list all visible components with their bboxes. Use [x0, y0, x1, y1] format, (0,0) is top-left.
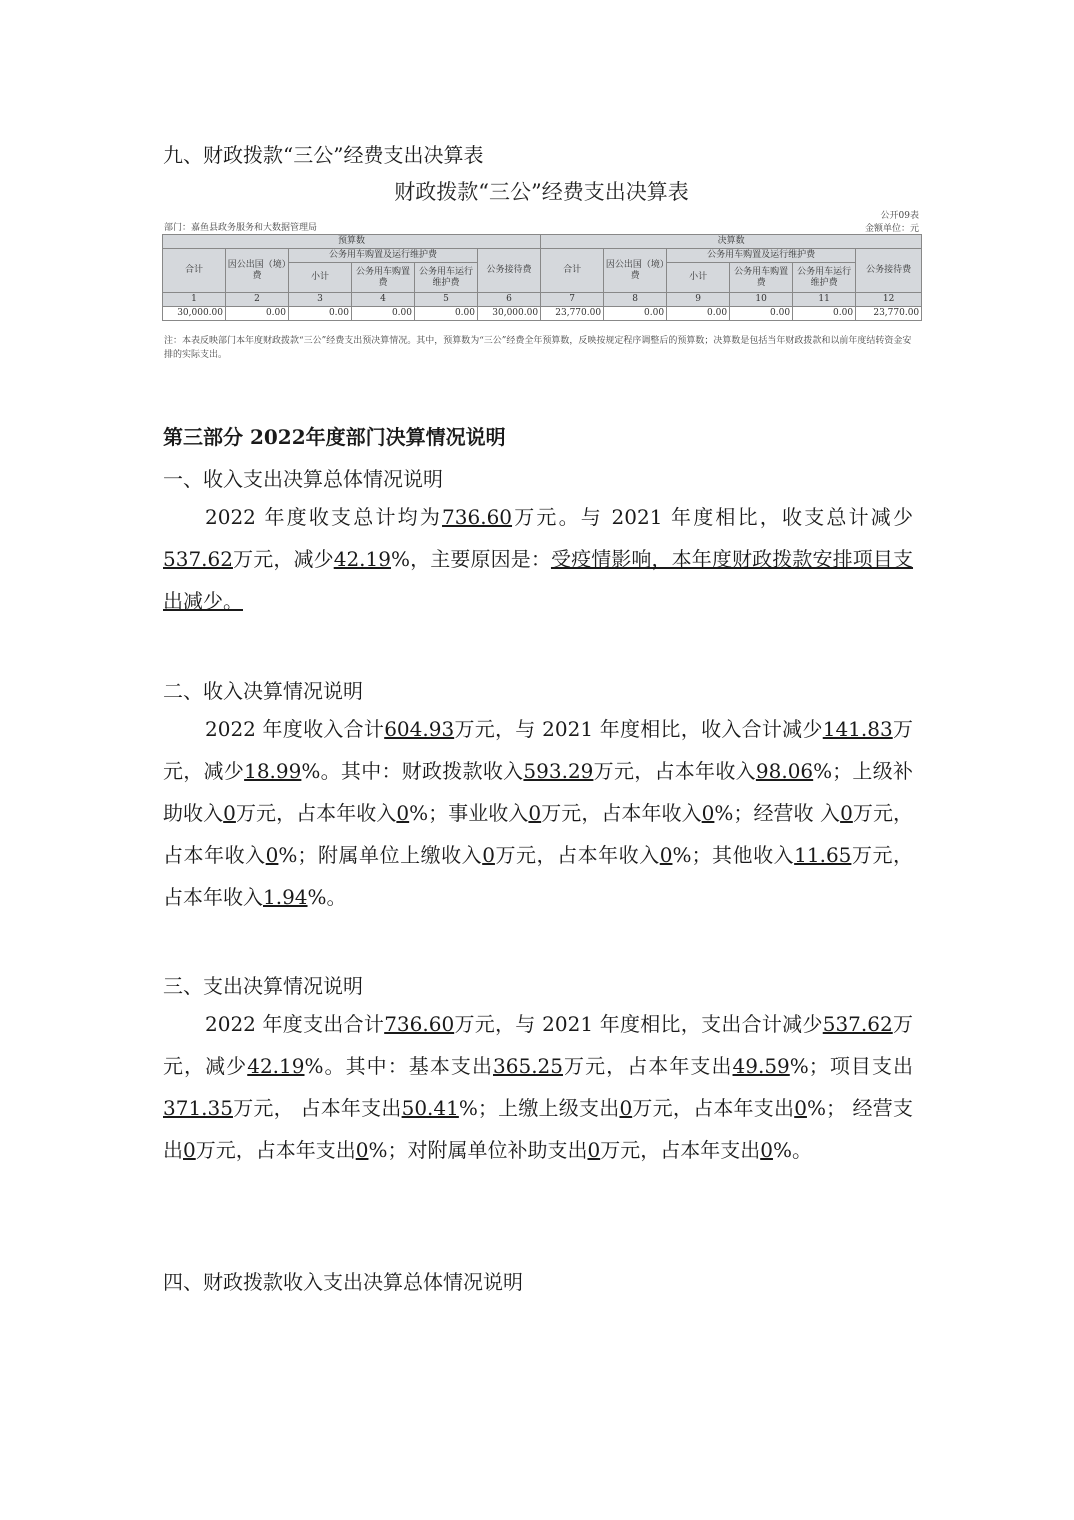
table-department: 部门：嘉鱼县政务服务和大数据管理局	[164, 223, 318, 233]
col-abroad: 因公出国（境）费	[604, 249, 667, 293]
col-vehicle-group: 公务用车购置及运行维护费	[667, 249, 856, 263]
s3-paragraph: 2022 年度支出合计736.60万元，与 2021 年度相比，支出合计减少537.62万元，减少42.19%。其中：基本支出365.25万元，占本年支出49.59%；项目支出371.35万元， 占本年支出50.41%；上缴上级支出0万元，占本年支出0%； 经营支出0万元，占本年支出0%；对附属单位补助支出0万元，占本年支出0%。	[163, 1012, 914, 1162]
index-cell: 1	[163, 293, 226, 307]
section9-heading: 九、财政拨款“三公”经费支出决算表	[163, 143, 484, 167]
col-subtotal: 小计	[289, 263, 352, 293]
index-cell: 2	[226, 293, 289, 307]
s1-paragraph: 2022 年度收支总计均为736.60万元。与 2021 年度相比，收支总计减少537.62万元，减少42.19%，主要原因是：受疫情影响，本年度财政拨款安排项目支出减少。	[163, 505, 914, 613]
col-total: 合计	[163, 249, 226, 293]
index-cell: 7	[541, 293, 604, 307]
value-cell: 0.00	[226, 307, 289, 321]
table-title: 财政拨款“三公”经费支出决算表	[394, 180, 689, 204]
col-vehicle-group: 公务用车购置及运行维护费	[289, 249, 478, 263]
col-total: 合计	[541, 249, 604, 293]
s4-heading: 四、财政拨款收入支出决算总体情况说明	[163, 1270, 523, 1294]
value-row	[163, 307, 922, 321]
s3-heading: 三、支出决算情况说明	[163, 974, 363, 998]
value-cell: 0.00	[667, 307, 730, 321]
index-cell: 11	[793, 293, 856, 307]
col-vehicle-maintain: 公务用车运行维护费	[415, 263, 478, 293]
index-cell: 9	[667, 293, 730, 307]
value-cell: 0.00	[352, 307, 415, 321]
col-vehicle-purchase: 公务用车购置费	[730, 263, 793, 293]
value-cell: 23,770.00	[541, 307, 604, 321]
col-vehicle-purchase: 公务用车购置费	[352, 263, 415, 293]
index-cell: 6	[478, 293, 541, 307]
col-reception: 公务接待费	[856, 249, 922, 293]
col-vehicle-maintain: 公务用车运行维护费	[793, 263, 856, 293]
value-cell: 30,000.00	[478, 307, 541, 321]
value-cell: 0.00	[793, 307, 856, 321]
s1-heading: 一、收入支出决算总体情况说明	[163, 467, 443, 491]
s2-heading: 二、收入决算情况说明	[163, 679, 363, 703]
value-cell: 0.00	[604, 307, 667, 321]
index-cell: 12	[856, 293, 922, 307]
index-cell: 8	[604, 293, 667, 307]
value-cell: 23,770.00	[856, 307, 922, 321]
col-reception: 公务接待费	[478, 249, 541, 293]
value-cell: 0.00	[289, 307, 352, 321]
expense-table	[162, 234, 922, 321]
index-row	[163, 293, 922, 307]
index-cell: 10	[730, 293, 793, 307]
final-header: 决算数	[541, 235, 922, 249]
table-unit: 金额单位：元	[864, 224, 919, 234]
value-cell: 0.00	[730, 307, 793, 321]
index-cell: 4	[352, 293, 415, 307]
index-cell: 5	[415, 293, 478, 307]
budget-header: 预算数	[163, 235, 541, 249]
col-abroad: 因公出国（境）费	[226, 249, 289, 293]
col-subtotal: 小计	[667, 263, 730, 293]
table-note: 注：本表反映部门本年度财政拨款“三公”经费支出预决算情况。其中，预算数为“三公”经费全年预算数，反映按规定程序调整后的预算数；决算数是包括当年财政拨款和以前年度结转资金安排的实际支出。	[164, 336, 912, 360]
table-form-number: 公开09表	[880, 211, 919, 221]
s2-paragraph: 2022 年度收入合计604.93万元，与 2021 年度相比，收入合计减少141.83万元，减少18.99%。其中：财政拨款收入593.29万元，占本年收入98.06%；上级补助收入0万元，占本年收入0%；事业收入0万元，占本年收入0%；经营收 入0万元，占本年收入0%；附属单位上缴收入0万元，占本年收入0%；其他收入11.65万元，占本年收入1.94%。	[163, 717, 914, 909]
part3-heading: 第三部分 2022年度部门决算情况说明	[163, 425, 506, 449]
index-cell: 3	[289, 293, 352, 307]
value-cell: 0.00	[415, 307, 478, 321]
three-public-expense-table	[162, 172, 921, 366]
value-cell: 30,000.00	[163, 307, 226, 321]
